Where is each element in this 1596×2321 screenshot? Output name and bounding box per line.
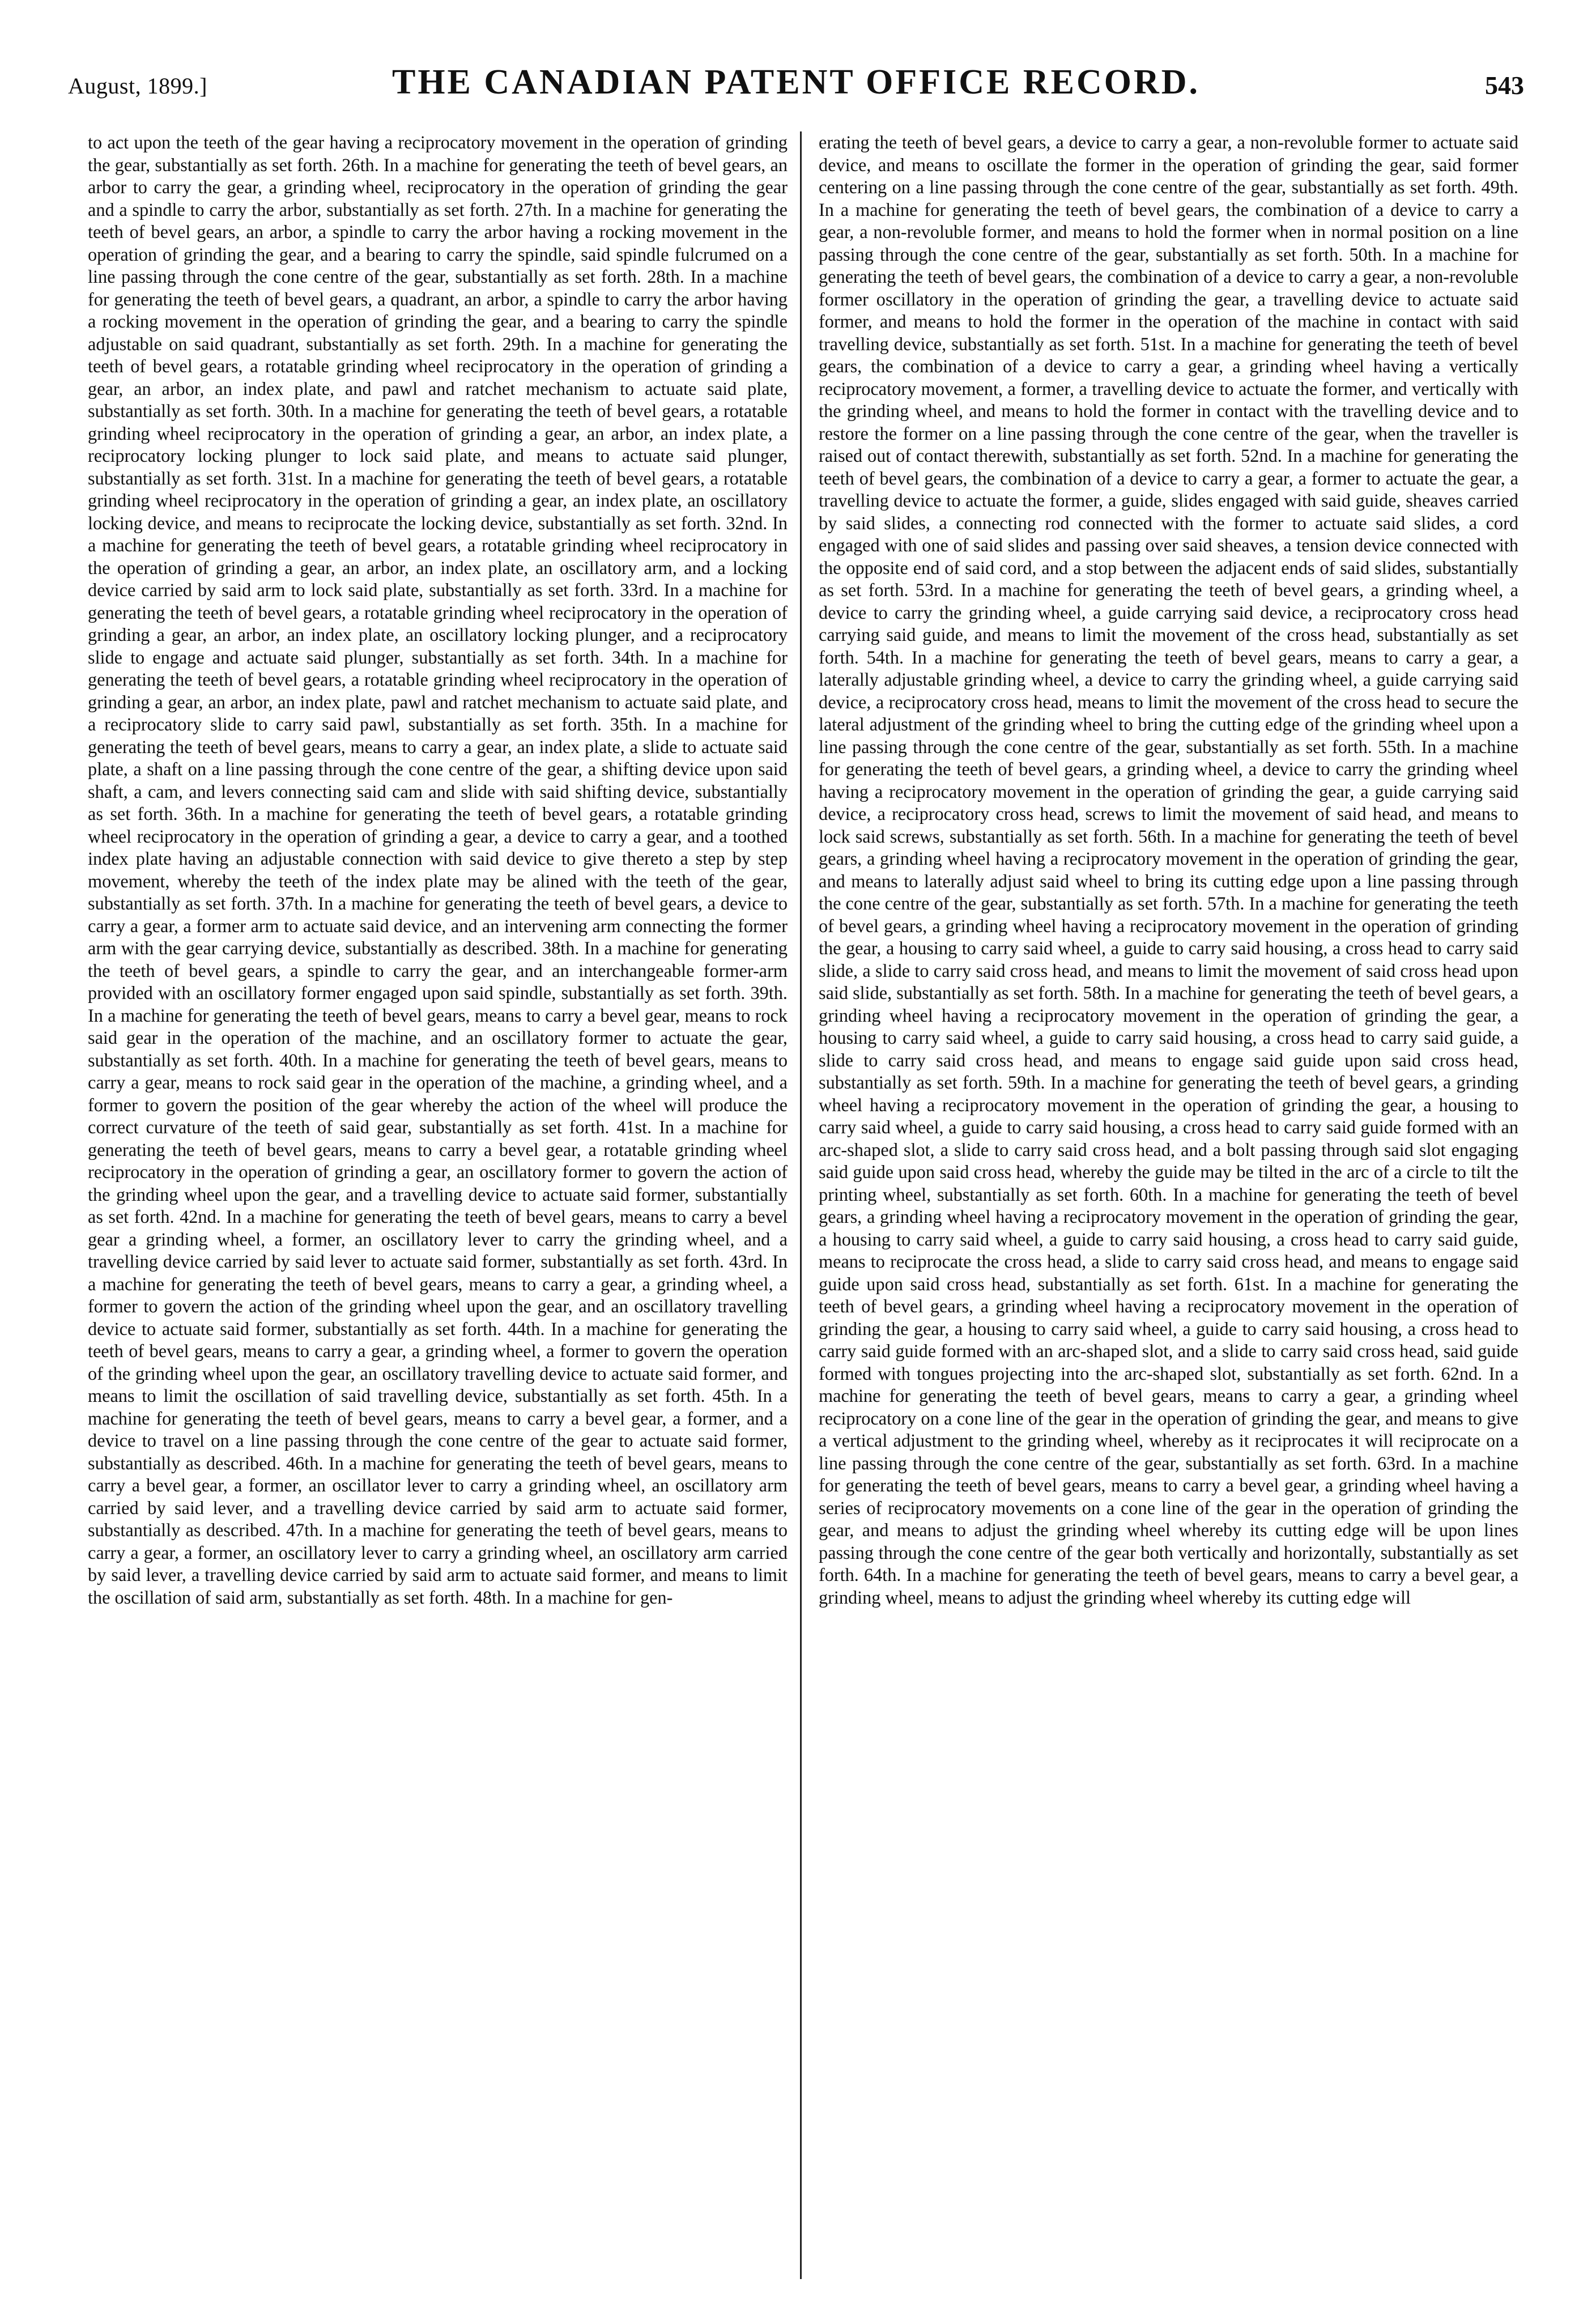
page-number: 543 [1485, 71, 1524, 100]
issue-date: August, 1899.] [68, 73, 207, 99]
text-column-left [88, 131, 788, 2296]
publication-title: THE CANADIAN PATENT OFFICE RECORD. [391, 63, 1201, 101]
column-divider [800, 131, 802, 2279]
text-column-right [819, 131, 1518, 2296]
column-right-text: erating the teeth of bevel gears, a device to carry a gear, a non-revoluble former to actuate said device, and means to oscillate the former in the operation of grinding the gear, said former centering on a line passing through the cone centre of the gear, substantially as set forth. 49th. In a machine for generating the teeth of bevel gears, the combination of a device to carry a gear, a non-revoluble former, and means to hold the former when in normal position on a line passing through the cone centre of the gear, substantially as set forth. 50th. In a machine for generating the teeth of bevel gears, the combination of a device to carry a gear, a non-revoluble former oscillatory in the operation of grinding the gear, a travelling device to actuate said former, and means to hold the former in the operation of the machine in contact with said travelling device, substantially as set forth. 51st. In a machine for generating the teeth of bevel gears, the combination of a device to carry a gear, a grinding wheel having a vertically reciprocatory movement, a former, a travelling device to actuate the former, and vertically with the grinding wheel, and means to hold the former in contact with the travelling device and to restore the former on a line passing through the cone centre of the gear, when the traveller is raised out of contact therewith, substantially as set forth. 52nd. In a machine for generating the teeth of bevel gears, the combination of a device to carry a gear, a former to actuate the gear, a travelling device to actuate the former, a guide, slides engaged with said guide, sheaves carried by said slides, a connecting rod connected with the former to actuate said slides, a cord engaged with one of said slides and passing over said sheaves, a tension device connected with the opposite end of said cord, and a stop between the adjacent ends of said slides, substantially as set forth. 53rd. In a machine for generating the teeth of bevel gears, a grinding wheel, a device to carry the grinding wheel, a guide carrying said device, a reciprocatory cross head carrying said guide, and means to limit the movement of the cross head, substantially as set forth. 54th. In a machine for generating the teeth of bevel gears, means to carry a gear, a laterally adjustable grinding wheel, a device to carry the grinding wheel, a guide carrying said device, a reciprocatory cross head, means to limit the movement of the cross head to secure the lateral adjustment of the grinding wheel to bring the cutting edge of the grinding wheel upon a line passing through the cone centre of the gear, substantially as set forth. 55th. In a machine for generating the teeth of bevel gears, a grinding wheel, a device to carry the grinding wheel having a reciprocatory movement in the operation of grinding the gear, a guide carrying said device, a reciprocatory cross head, screws to limit the movement of said head, and means to lock said screws, substantially as set forth. 56th. In a machine for generating the teeth of bevel gears, a grinding wheel having a reciprocatory movement in the operation of grinding the gear, and means to laterally adjust said wheel to bring its cutting edge upon a line passing through the cone centre of the gear, substantially as set forth. 57th. In a machine for generating the teeth of bevel gears, a grinding wheel having a reciprocatory movement in the operation of grinding the gear, a housing to carry said wheel, a guide to carry said housing, a cross head to carry said slide, a slide to carry said cross head, and means to limit the movement of said cross head upon said slide, substantially as set forth. 58th. In a machine for generating the teeth of bevel gears, a grinding wheel having a reciprocatory movement in the operation of grinding the gear, a housing to carry said wheel, a guide to carry said housing, a cross head to carry said guide, a slide to carry said cross head, and means to engage said guide upon said cross head, substantially as set forth. 59th. In a machine for generating the teeth of bevel gears, a grinding wheel having a reciprocatory movement in the operation of grinding the gear, a housing to carry said wheel, a guide to carry said housing, a cross head to carry said guide formed with an arc-shaped slot, a slide to carry said cross head, and a bolt passing through said slot engaging said guide upon said cross head, whereby the guide may be tilted in the arc of a circle to tilt the printing wheel, substantially as set forth. 60th. In a machine for generating the teeth of bevel gears, a grinding wheel having a reciprocatory movement in the operation of grinding the gear, a housing to carry said wheel, a guide to carry said housing, a cross head to carry said guide, means to reciprocate the cross head, a slide to carry said cross head, and means to engage said guide upon said cross head, substantially as set forth. 61st. In a machine for generating the teeth of bevel gears, a grinding wheel having a reciprocatory movement in the operation of grinding the gear, a housing to carry said wheel, a guide to carry said housing, a cross head to carry said guide formed with an arc-shaped slot, and a slide to carry said cross head, said guide formed with tongues projecting into the arc-shaped slot, substantially as set forth. 62nd. In a machine for generating the teeth of bevel gears, means to carry a gear, a grinding wheel reciprocatory on a cone line of the gear in the operation of grinding the gear, and means to give a vertical adjustment to the grinding wheel, whereby as it reciprocates it will reciprocate on a line passing through the cone centre of the gear, substantially as set forth. 63rd. In a machine for generating the teeth of bevel gears, means to carry a bevel gear, a grinding wheel having a series of reciprocatory movements on a cone line of the gear in the operation of grinding the gear, and means to adjust the grinding wheel whereby its cutting edge will be upon lines passing through the cone centre of the gear both vertically and horizontally, substantially as set forth. 64th. In a machine for generating the teeth of bevel gears, means to carry a bevel gear, a grinding wheel, means to adjust the grinding wheel whereby its cutting edge will [819, 132, 1518, 1608]
column-left-text: to act upon the teeth of the gear having a reciprocatory movement in the operation of grinding the gear, substantially as set forth. 26th. In a machine for generating the teeth of bevel gears, an arbor to carry the gear, a grinding wheel, reciprocatory in the operation of grinding the gear and a spindle to carry the arbor, substantially as set forth. 27th. In a machine for generating the teeth of bevel gears, an arbor, a spindle to carry the arbor having a rocking movement in the operation of grinding the gear, and a bearing to carry the spindle, said spindle fulcrumed on a line passing through the cone centre of the gear, substantially as set forth. 28th. In a machine for generating the teeth of bevel gears, a quadrant, an arbor, a spindle to carry the arbor having a rocking movement in the operation of grinding the gear, and a bearing to carry the spindle adjustable on said quadrant, substantially as set forth. 29th. In a machine for generating the teeth of bevel gears, a rotatable grinding wheel reciprocatory in the operation of grinding a gear, an arbor, an index plate, and pawl and ratchet mechanism to actuate said plate, substantially as set forth. 30th. In a machine for generating the teeth of bevel gears, a rotatable grinding wheel reciprocatory in the operation of grinding a gear, an arbor, an index plate, a reciprocatory locking plunger to lock said plate, and means to actuate said plunger, substantially as set forth. 31st. In a machine for generating the teeth of bevel gears, a rotatable grinding wheel reciprocatory in the operation of grinding a gear, an index plate, an oscillatory locking device, and means to reciprocate the locking device, substantially as set forth. 32nd. In a machine for generating the teeth of bevel gears, a rotatable grinding wheel reciprocatory in the operation of grinding a gear, an arbor, an index plate, an oscillatory arm, and a locking device carried by said arm to lock said plate, substantially as set forth. 33rd. In a machine for generating the teeth of bevel gears, a rotatable grinding wheel reciprocatory in the operation of grinding a gear, an arbor, an index plate, an oscillatory locking plunger, and a reciprocatory slide to engage and actuate said plunger, substantially as set forth. 34th. In a machine for generating the teeth of bevel gears, a rotatable grinding wheel reciprocatory in the operation of grinding a gear, an arbor, an index plate, pawl and ratchet mechanism to actuate said plate, and a reciprocatory slide to carry said pawl, substantially as set forth. 35th. In a machine for generating the teeth of bevel gears, means to carry a gear, an index plate, a slide to actuate said plate, a shaft on a line passing through the cone centre of the gear, a shifting device upon said shaft, a cam, and levers connecting said cam and slide with said shifting device, substantially as set forth. 36th. In a machine for generating the teeth of bevel gears, a rotatable grinding wheel reciprocatory in the operation of grinding a gear, a device to carry a gear, and a toothed index plate having an adjustable connection with said device to give thereto a step by step movement, whereby the teeth of the index plate may be alined with the teeth of the gear, substantially as set forth. 37th. In a machine for generating the teeth of bevel gears, a device to carry a gear, a former arm to actuate said device, and an intervening arm connecting the former arm with the gear carrying device, substantially as described. 38th. In a machine for generating the teeth of bevel gears, a spindle to carry the gear, and an interchangeable former-arm provided with an oscillatory former engaged upon said spindle, substantially as set forth. 39th. In a machine for generating the teeth of bevel gears, means to carry a bevel gear, means to rock said gear in the operation of the machine, and an oscillatory former to actuate the gear, substantially as set forth. 40th. In a machine for generating the teeth of bevel gears, means to carry a gear, means to rock said gear in the operation of the machine, a grinding wheel, and a former to govern the position of the gear whereby the action of the wheel will produce the correct curvature of the teeth of said gear, substantially as set forth. 41st. In a machine for generating the teeth of bevel gears, means to carry a bevel gear, a rotatable grinding wheel reciprocatory in the operation of grinding a gear, an oscillatory former to govern the action of the grinding wheel upon the gear, and a travelling device to actuate said former, substantially as set forth. 42nd. In a machine for generating the teeth of bevel gears, means to carry a bevel gear a grinding wheel, a former, an oscillatory lever to carry the grinding wheel, and a travelling device carried by said lever to actuate said former, substantially as set forth. 43rd. In a machine for generating the teeth of bevel gears, means to carry a gear, a grinding wheel, a former to govern the action of the grinding wheel upon the gear, and an oscillatory travelling device to actuate said former, substantially as set forth. 44th. In a machine for generating the teeth of bevel gears, means to carry a gear, a grinding wheel, a former to govern the operation of the grinding wheel upon the gear, an oscillatory travelling device to actuate said former, and means to limit the oscillation of said travelling device, substantially as set forth. 45th. In a machine for generating the teeth of bevel gears, means to carry a bevel gear, a former, and a device to travel on a line passing through the cone centre of the gear to actuate said former, substantially as described. 46th. In a machine for generating the teeth of bevel gears, means to carry a bevel gear, a former, an oscillator lever to carry a grinding wheel, an oscillatory arm carried by said lever, and a travelling device carried by said arm to actuate said former, substantially as described. 47th. In a machine for generating the teeth of bevel gears, means to carry a gear, a former, an oscillatory lever to carry a grinding wheel, an oscillatory arm carried by said lever, a travelling device carried by said arm to actuate said former, and means to limit the oscillation of said arm, substantially as set forth. 48th. In a machine for gen- [88, 132, 788, 1608]
page-header [68, 62, 1524, 108]
